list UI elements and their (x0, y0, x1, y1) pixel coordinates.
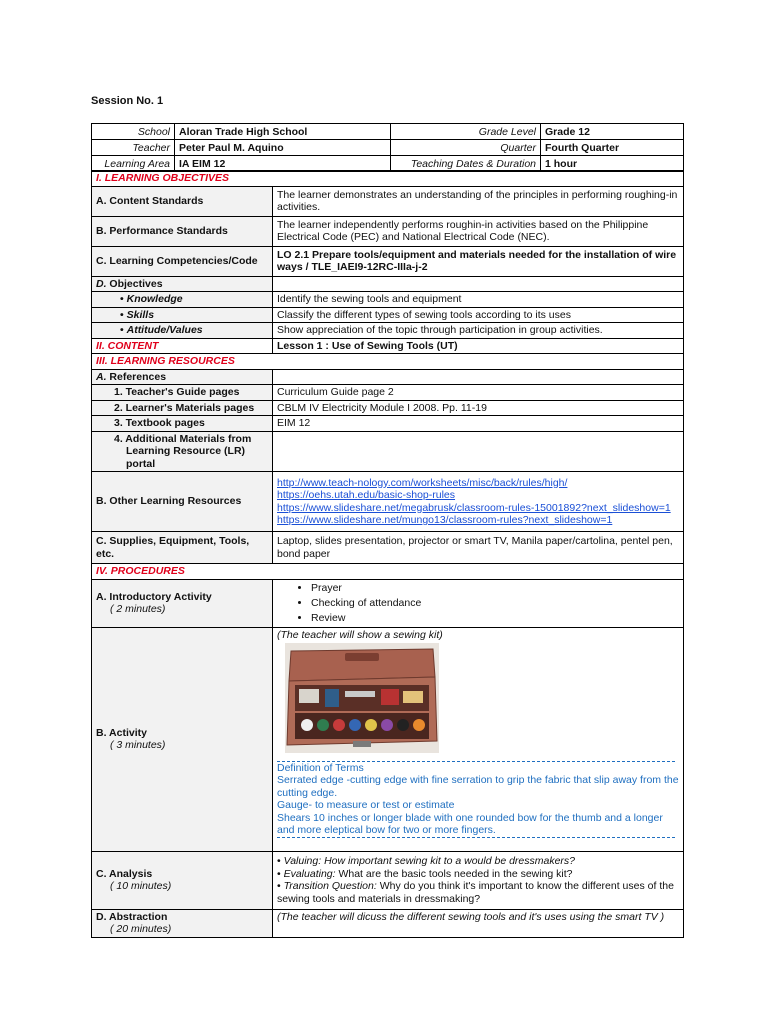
analysis-content (273, 851, 684, 909)
valuing-text: How important sewing kit to a would be dressmakers? (321, 855, 576, 867)
grade-value: Grade 12 (541, 124, 684, 140)
objectives-label-text: Objectives (106, 277, 163, 290)
objectives-label (92, 276, 273, 292)
competencies-text: LO 2.1 Prepare tools/equipment and materials needed for the installation of wire ways / TLE_IAEI9-12RC-IIIa-j-2 (273, 246, 684, 276)
grade-label: Grade Level (391, 124, 541, 140)
abstraction-time: ( 20 minutes) (110, 923, 172, 935)
supplies-label: C. Supplies, Equipment, Tools, etc. (92, 532, 273, 564)
bullet-icon: • (120, 324, 124, 336)
transition-tag: Transition Question: (283, 880, 377, 892)
area-label: Learning Area (92, 156, 175, 172)
skills-text: Classify the different types of sewing tools according to its uses (273, 307, 684, 323)
list-item: • Checking of attendance (311, 596, 679, 611)
sewing-kit-illustration (285, 643, 439, 753)
references-letter: A. (96, 370, 107, 383)
activity-label (92, 627, 273, 851)
dashed-divider (277, 837, 675, 838)
knowledge-label (92, 292, 273, 308)
header-table (91, 123, 684, 172)
analysis-title: C. Analysis (96, 867, 153, 880)
term-serrated-edge: Serrated edge -cutting edge with fine serration to grip the fabric that slip away from the cutting edge. (277, 774, 679, 799)
school-value: Aloran Trade High School (175, 124, 391, 140)
attitude-label (92, 323, 273, 339)
session-title: Session No. 1 (91, 95, 164, 107)
activity-content (273, 627, 684, 851)
area-value: IA EIM 12 (175, 156, 391, 172)
bullet-icon: • (120, 293, 124, 305)
term-shears: Shears 10 inches or longer blade with one rounded bow for the thumb and a longer and more eleptical bow for two or more fingers. (277, 811, 663, 836)
content-standards-label: A. Content Standards (92, 186, 273, 216)
textbook-label: 3. Textbook pages (92, 416, 273, 432)
term-heading: Definition of Terms (277, 761, 364, 774)
transition-line: • Transition Question: Why do you think it's important to know the different uses of the sewing tools and materials in dressmaking? (277, 880, 674, 905)
teacher-label: Teacher (92, 140, 175, 156)
analysis-label (92, 851, 273, 909)
resource-link[interactable]: https://www.slideshare.net/megabrusk/classroom-rules-15001892?next_slideshow=1 (277, 501, 671, 514)
analysis-time: ( 10 minutes) (110, 880, 172, 892)
knowledge-text: Identify the sewing tools and equipment (273, 292, 684, 308)
evaluating-text: What are the basic tools needed in the sewing kit? (335, 867, 573, 880)
lesson-plan-table (91, 170, 684, 938)
resource-link[interactable]: https://oehs.utah.edu/basic-shop-rules (277, 489, 456, 501)
other-resources-links (273, 472, 684, 532)
transition-text: Why do you think it's important to know the different uses of the sewing tools and materials in dressmaking? (277, 880, 674, 905)
introductory-activity-label (92, 579, 273, 627)
references-label (92, 369, 273, 385)
performance-standards-text: The learner independently performs roughin-in activities based on the Philippine Electrical Code (PEC) and National Electrical Code (NEC). (273, 216, 684, 246)
additional-materials-empty (273, 431, 684, 472)
other-resources-label: B. Other Learning Resources (92, 472, 273, 532)
additional-materials-line1: 4. Additional Materials from (114, 432, 252, 445)
list-item: • Prayer (311, 581, 679, 596)
teachers-guide-label: 1. Teacher's Guide pages (92, 385, 273, 401)
quarter-label: Quarter (391, 140, 541, 156)
abstraction-text: (The teacher will dicuss the different sewing tools and it's uses using the smart TV ) (273, 909, 684, 937)
learners-materials-label: 2. Learner's Materials pages (92, 400, 273, 416)
abstraction-title: D. Abstraction (96, 910, 168, 923)
attitude-label-text: Attitude/Values (126, 324, 203, 336)
evaluating-line: • Evaluating: What are the basic tools needed in the sewing kit? (277, 867, 573, 880)
objectives-empty (273, 276, 684, 292)
list-item: • Review (311, 611, 679, 626)
skills-label (92, 307, 273, 323)
valuing-tag: Valuing: (283, 855, 322, 867)
additional-materials-label (92, 431, 273, 472)
additional-materials-line2: Learning Resource (LR) portal (126, 445, 246, 470)
abstraction-label (92, 909, 273, 937)
content-standards-text: The learner demonstrates an understanding of the principles in performing roughing-in activities. (273, 186, 684, 216)
section-objectives: I. LEARNING OBJECTIVES (92, 171, 684, 187)
bullet-icon: • (120, 308, 124, 321)
dates-label: Teaching Dates & Duration (391, 156, 541, 172)
activity-title: B. Activity (96, 726, 147, 739)
resource-link[interactable]: https://www.slideshare.net/mungo13/classroom-rules?next_slideshow=1 (277, 514, 613, 526)
objectives-letter: D. (96, 277, 107, 290)
skills-label-text: Skills (126, 308, 155, 321)
valuing-line: • Valuing: How important sewing kit to a would be dressmakers? (277, 855, 576, 867)
introductory-activity-time: ( 2 minutes) (110, 603, 166, 615)
school-label: School (92, 124, 175, 140)
textbook-text: EIM 12 (273, 416, 684, 432)
lesson-title: Lesson 1 : Use of Sewing Tools (UT) (273, 338, 684, 354)
sewing-kit-image (277, 641, 679, 761)
dates-value: 1 hour (541, 156, 684, 172)
section-procedures: IV. PROCEDURES (92, 564, 684, 580)
evaluating-tag: Evaluating: (283, 867, 336, 880)
references-empty (273, 369, 684, 385)
term-gauge: Gauge- to measure or test or estimate (277, 799, 455, 811)
learners-materials-text: CBLM IV Electricity Module I 2008. Pp. 11-19 (273, 400, 684, 416)
competencies-label: C. Learning Competencies/Code (92, 246, 273, 276)
knowledge-label-text: Knowledge (126, 293, 183, 305)
resource-link[interactable]: http://www.teach-nology.com/worksheets/misc/back/rules/high/ (277, 476, 568, 489)
introductory-activity-title: A. Introductory Activity (96, 590, 212, 603)
activity-time: ( 3 minutes) (110, 739, 166, 751)
references-label-text: References (106, 370, 167, 383)
activity-note: (The teacher will show a sewing kit) (277, 628, 443, 641)
section-content: II. CONTENT (92, 338, 273, 354)
introductory-activity-list (273, 579, 684, 627)
attitude-text: Show appreciation of the topic through participation in group activities. (273, 323, 684, 339)
section-resources: III. LEARNING RESOURCES (92, 354, 684, 370)
quarter-value: Fourth Quarter (541, 140, 684, 156)
teachers-guide-text: Curriculum Guide page 2 (273, 385, 684, 401)
performance-standards-label: B. Performance Standards (92, 216, 273, 246)
supplies-text: Laptop, slides presentation, projector or smart TV, Manila paper/cartolina, pentel pen, bond paper (273, 532, 684, 564)
teacher-value: Peter Paul M. Aquino (175, 140, 391, 156)
